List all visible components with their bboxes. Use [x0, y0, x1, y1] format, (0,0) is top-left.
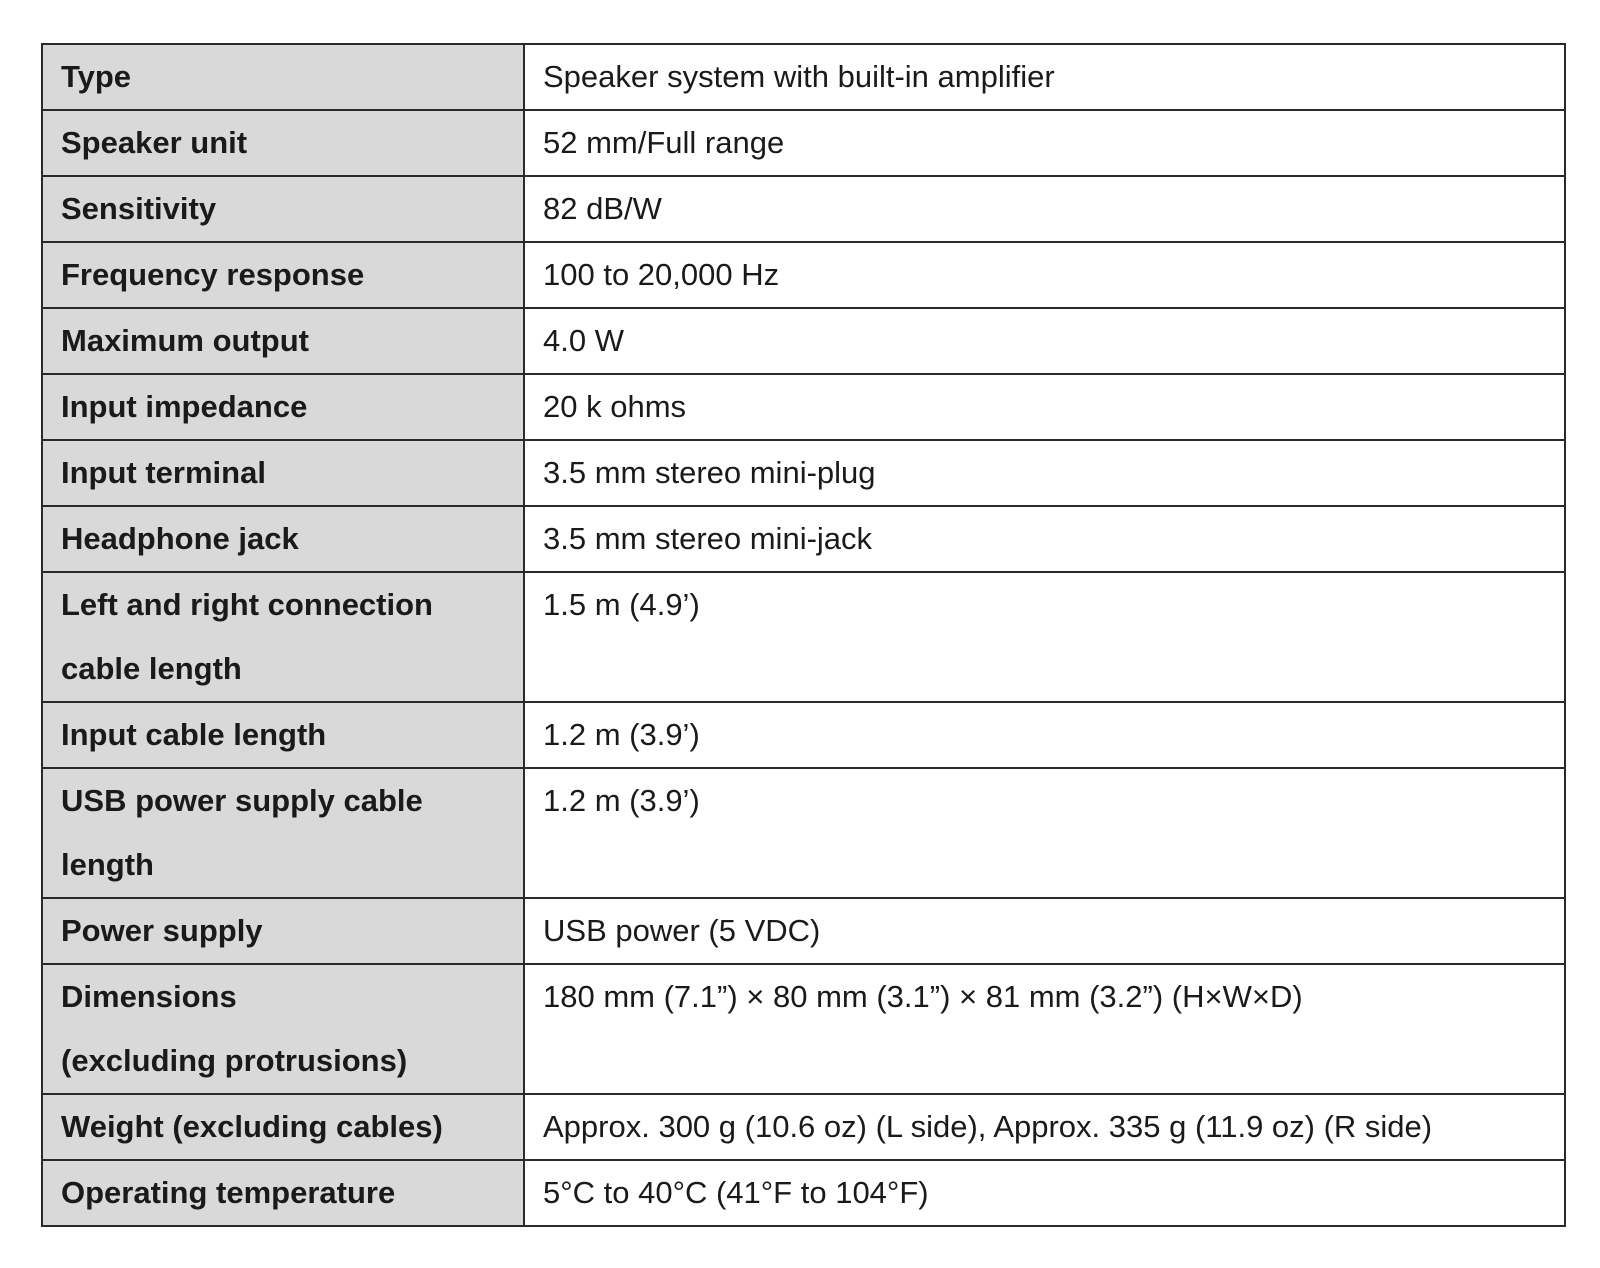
spec-row-input-cable-length — [42, 702, 1565, 768]
spec-value: 5°C to 40°C (41°F to 104°F) — [524, 1160, 1565, 1226]
spec-label-line: USB power supply cable — [61, 783, 423, 818]
spec-label-line: (excluding protrusions) — [61, 1043, 408, 1078]
spec-label: Input cable length — [42, 702, 524, 768]
spec-row-dimensions — [42, 964, 1565, 1094]
spec-label: Frequency response — [42, 242, 524, 308]
spec-value: 100 to 20,000 Hz — [524, 242, 1565, 308]
spec-value: 82 dB/W — [524, 176, 1565, 242]
spec-row-power-supply — [42, 898, 1565, 964]
spec-row-input-impedance — [42, 374, 1565, 440]
spec-label: Input impedance — [42, 374, 524, 440]
spec-label: Input terminal — [42, 440, 524, 506]
spec-label — [42, 572, 524, 702]
spec-label: Speaker unit — [42, 110, 524, 176]
spec-label: Sensitivity — [42, 176, 524, 242]
spec-row-usb-cable-length — [42, 768, 1565, 898]
spec-value: 1.2 m (3.9’) — [524, 768, 1565, 898]
spec-row-type — [42, 44, 1565, 110]
spec-label: Operating temperature — [42, 1160, 524, 1226]
spec-value: Approx. 300 g (10.6 oz) (L side), Approx. 335 g (11.9 oz) (R side) — [524, 1094, 1565, 1160]
spec-row-speaker-unit — [42, 110, 1565, 176]
spec-row-weight — [42, 1094, 1565, 1160]
spec-label: Headphone jack — [42, 506, 524, 572]
spec-value: 3.5 mm stereo mini-plug — [524, 440, 1565, 506]
spec-value: 3.5 mm stereo mini-jack — [524, 506, 1565, 572]
spec-row-connection-cable-length — [42, 572, 1565, 702]
spec-label-line: cable length — [61, 651, 242, 686]
spec-label — [42, 768, 524, 898]
spec-label: Power supply — [42, 898, 524, 964]
spec-row-sensitivity — [42, 176, 1565, 242]
specifications-table — [41, 43, 1566, 1227]
spec-value: 52 mm/Full range — [524, 110, 1565, 176]
spec-row-frequency-response — [42, 242, 1565, 308]
spec-row-headphone-jack — [42, 506, 1565, 572]
spec-value: 4.0 W — [524, 308, 1565, 374]
spec-row-input-terminal — [42, 440, 1565, 506]
spec-value: 1.5 m (4.9’) — [524, 572, 1565, 702]
spec-row-maximum-output — [42, 308, 1565, 374]
spec-label: Maximum output — [42, 308, 524, 374]
spec-value: USB power (5 VDC) — [524, 898, 1565, 964]
specifications-table-body — [42, 44, 1565, 1226]
spec-label: Weight (excluding cables) — [42, 1094, 524, 1160]
spec-label — [42, 964, 524, 1094]
spec-value: Speaker system with built-in amplifier — [524, 44, 1565, 110]
spec-label-line: Dimensions — [61, 979, 237, 1014]
spec-value: 1.2 m (3.9’) — [524, 702, 1565, 768]
spec-label-line: Left and right connection — [61, 587, 433, 622]
spec-value: 20 k ohms — [524, 374, 1565, 440]
spec-label: Type — [42, 44, 524, 110]
spec-value: 180 mm (7.1”) × 80 mm (3.1”) × 81 mm (3.2”) (H×W×D) — [524, 964, 1565, 1094]
spec-row-operating-temperature — [42, 1160, 1565, 1226]
spec-label-line: length — [61, 847, 154, 882]
